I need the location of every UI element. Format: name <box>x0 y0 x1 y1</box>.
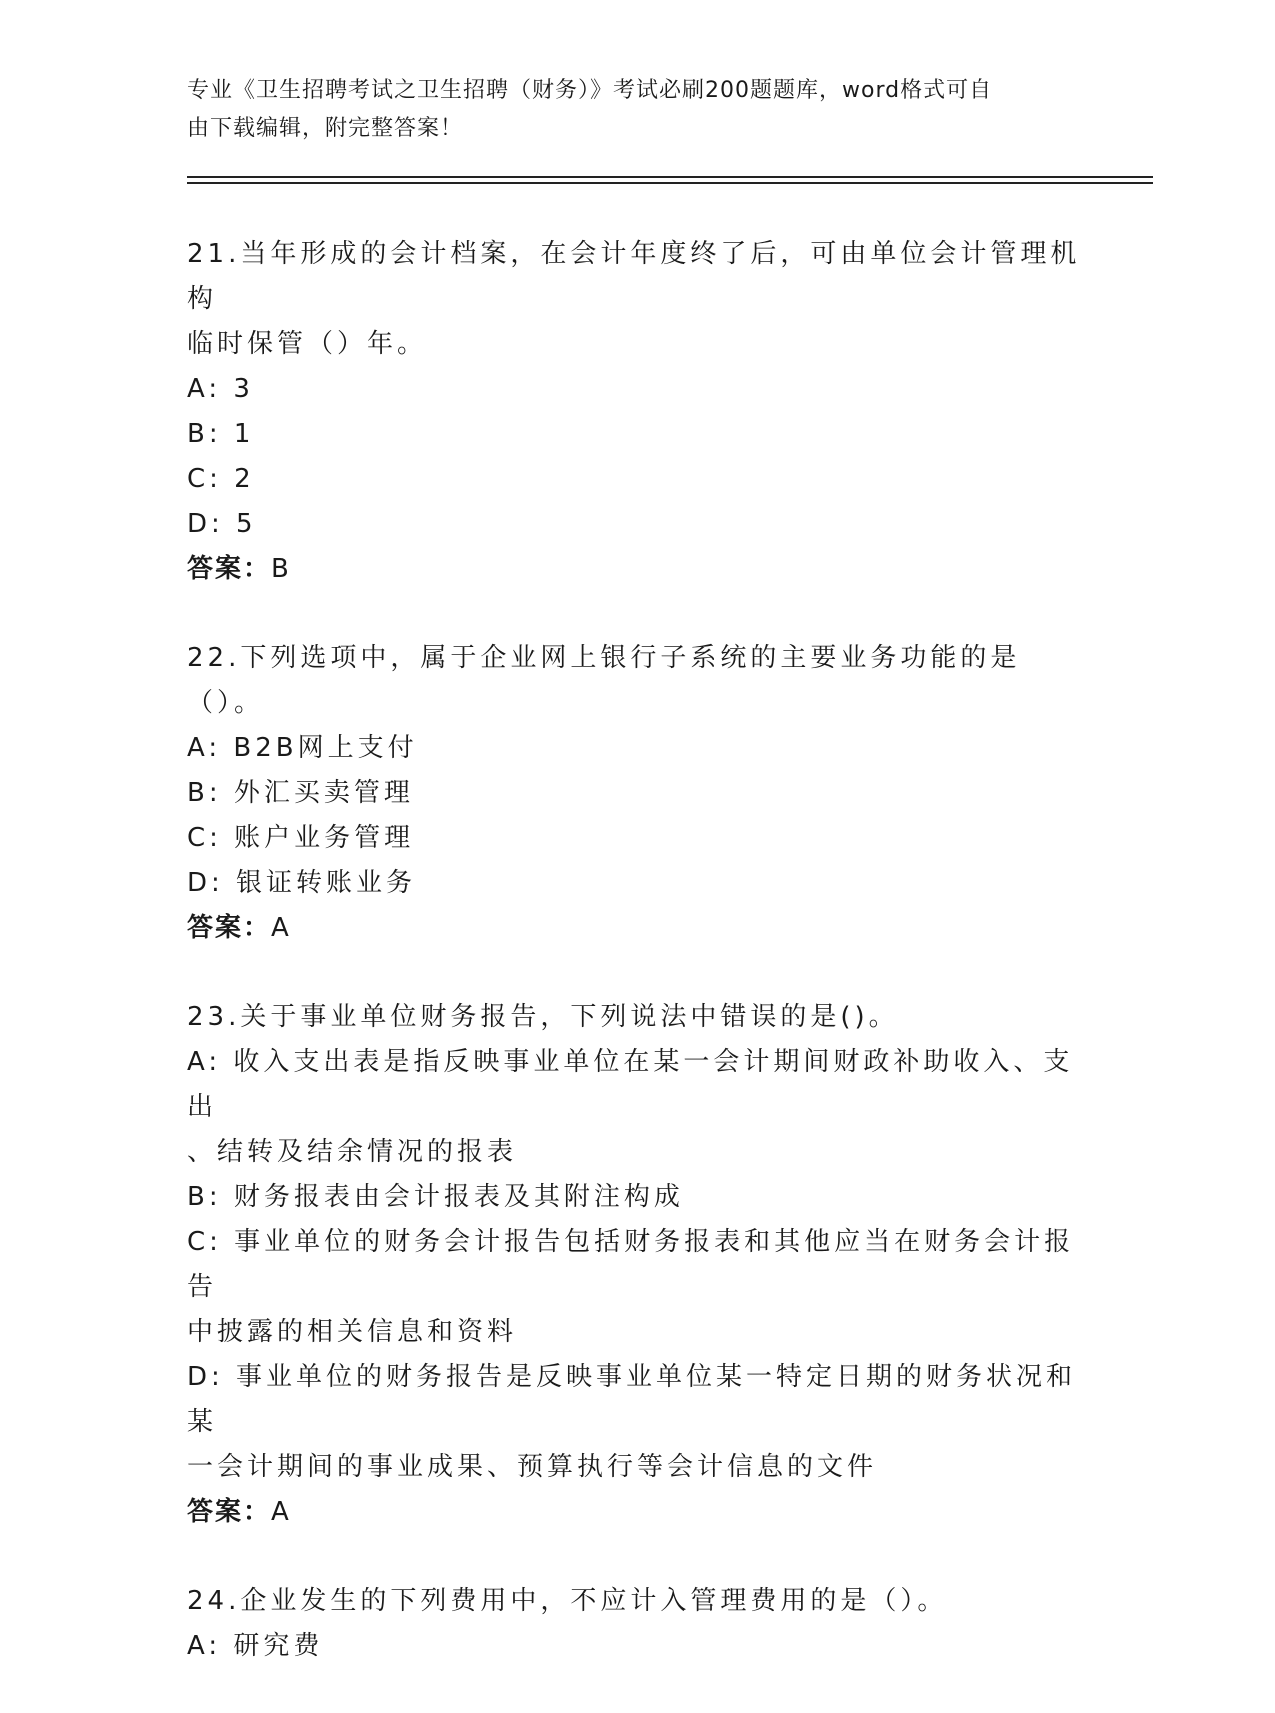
question-block <box>187 995 1087 1535</box>
answer-label: 答案： <box>187 913 272 943</box>
question-block <box>187 636 1087 951</box>
answer-label: 答案： <box>187 1497 272 1527</box>
answer-label: 答案： <box>187 554 272 584</box>
answer-option-line: C: 账户业务管理 <box>187 823 415 853</box>
question-block <box>187 232 1087 592</box>
answer-line <box>187 906 1087 951</box>
answer-option-line: A: 收入支出表是指反映事业单位在某一会计期间财政补助收入、支出 <box>187 1047 1074 1122</box>
question-block <box>187 1579 1087 1669</box>
answer-value: A <box>271 1497 291 1527</box>
answer-option-line: D: 银证转账业务 <box>187 868 417 898</box>
answer-option-line: A: 3 <box>187 374 254 404</box>
answer-line <box>187 547 1087 592</box>
answer-option-line: B: 外汇买卖管理 <box>187 778 414 808</box>
answer-option-line: 、结转及结余情况的报表 <box>187 1137 518 1167</box>
question-list <box>187 232 1087 1713</box>
answer-option-line: B: 财务报表由会计报表及其附注构成 <box>187 1182 684 1212</box>
question-stem-line: 23.关于事业单位财务报告，下列说法中错误的是()。 <box>187 1002 899 1032</box>
answer-option-line: B: 1 <box>187 419 255 449</box>
header-divider-bottom <box>187 182 1153 184</box>
answer-option-line: C: 事业单位的财务会计报告包括财务报表和其他应当在财务会计报告 <box>187 1227 1075 1302</box>
question-stem-line: 22.下列选项中，属于企业网上银行子系统的主要业务功能的是（）。 <box>187 643 1021 718</box>
header-line-2: 由下载编辑，附完整答案！ <box>187 116 464 141</box>
question-stem-line: 21.当年形成的会计档案，在会计年度终了后，可由单位会计管理机构 <box>187 239 1081 314</box>
header-divider-top <box>187 176 1153 178</box>
header-line-1: 专业《卫生招聘考试之卫生招聘（财务）》考试必刷200题题库，word格式可自 <box>187 78 993 103</box>
answer-option-line: C: 2 <box>187 464 255 494</box>
answer-value: B <box>271 554 291 584</box>
question-stem-line: 临时保管（）年。 <box>187 329 428 359</box>
answer-line <box>187 1490 1087 1535</box>
answer-value: A <box>271 913 291 943</box>
answer-option-line: A: B2B网上支付 <box>187 733 418 763</box>
answer-option-line: D: 5 <box>187 509 257 539</box>
answer-option-line: D: 事业单位的财务报告是反映事业单位某一特定日期的财务状况和某 <box>187 1362 1077 1437</box>
document-header <box>187 72 1067 148</box>
answer-option-line: 一会计期间的事业成果、预算执行等会计信息的文件 <box>187 1452 878 1482</box>
answer-option-line: A: 研究费 <box>187 1631 324 1661</box>
question-stem-line: 24.企业发生的下列费用中，不应计入管理费用的是（）。 <box>187 1586 948 1616</box>
answer-option-line: 中披露的相关信息和资料 <box>187 1317 518 1347</box>
